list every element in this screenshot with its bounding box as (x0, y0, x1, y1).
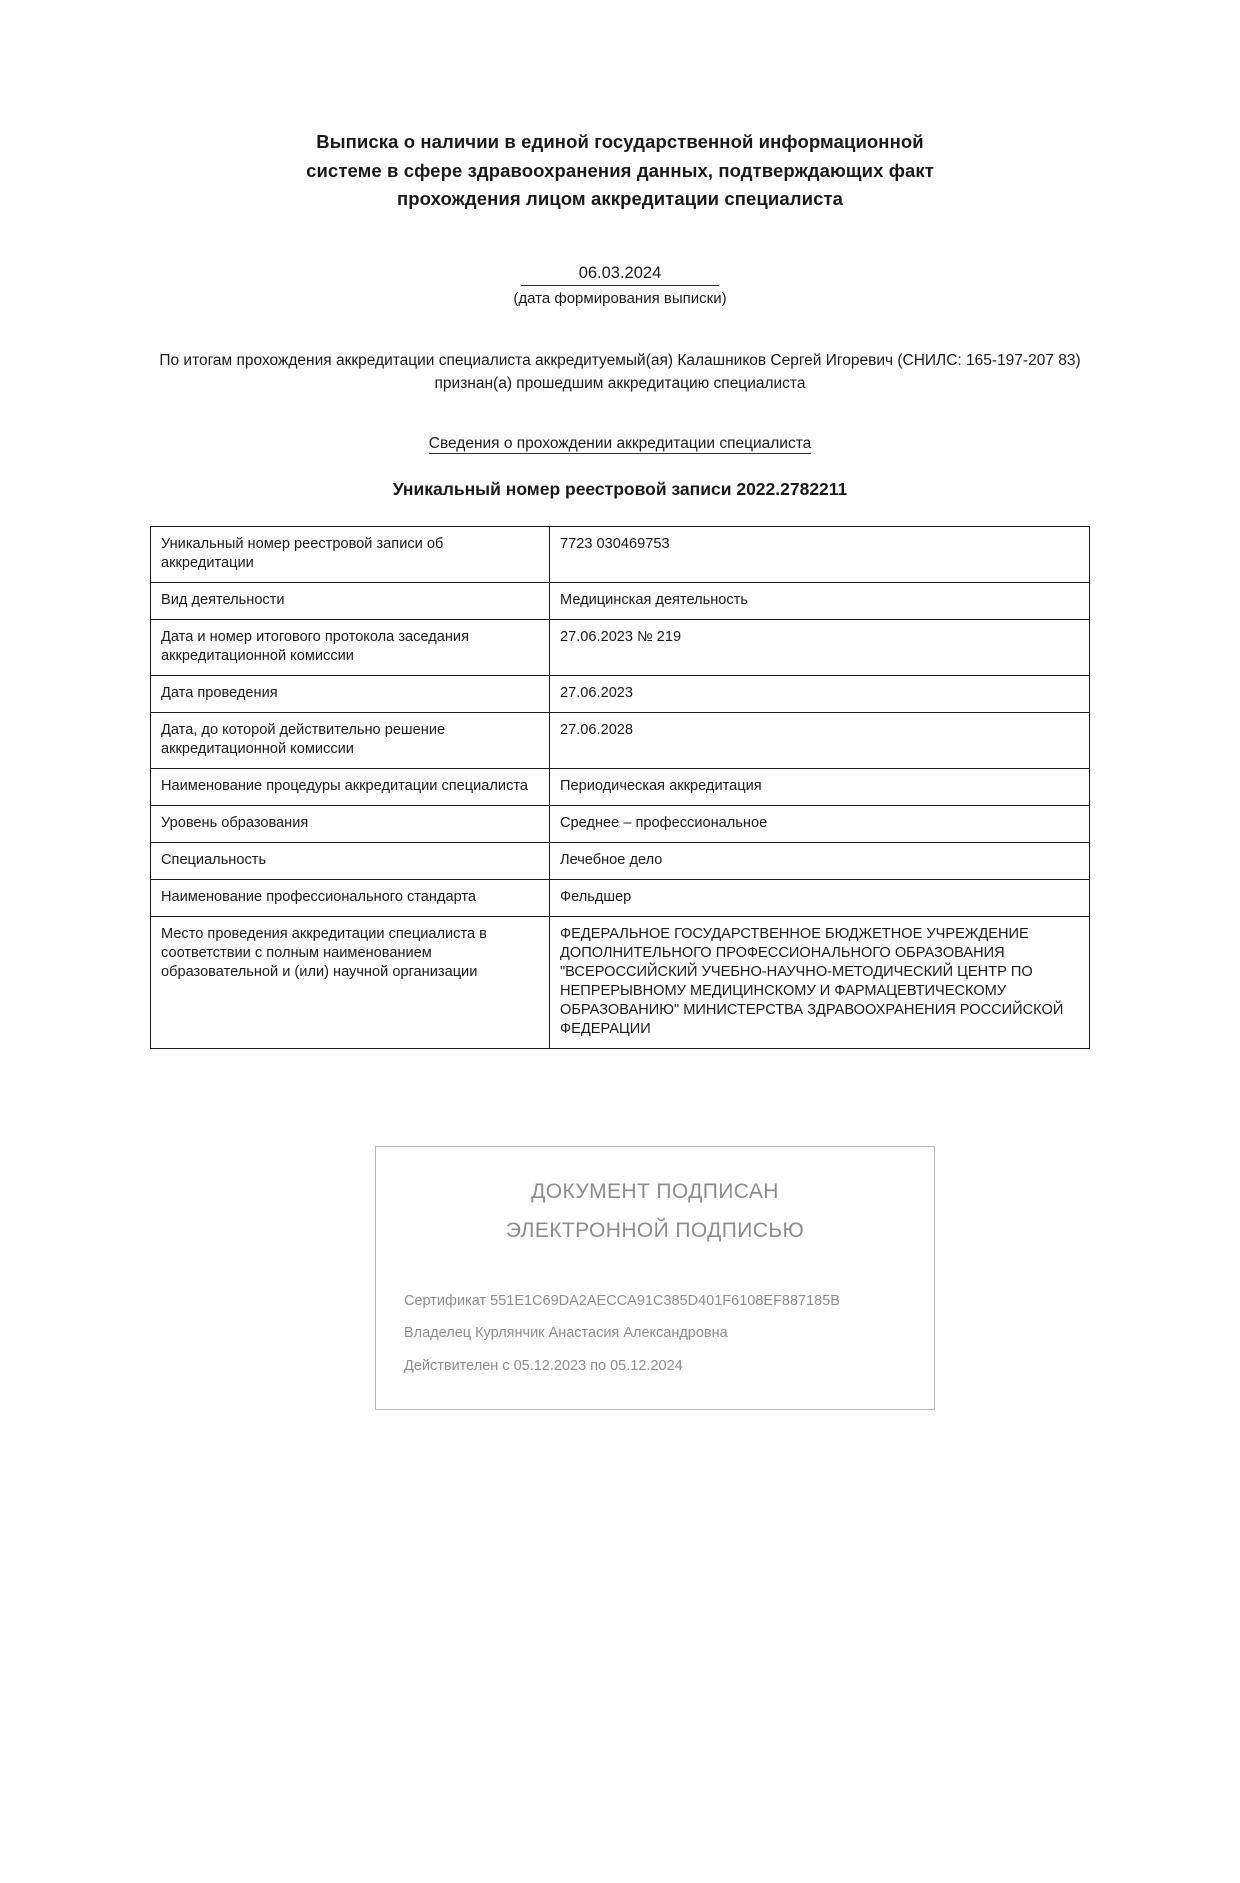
section-heading (150, 435, 1090, 453)
signature-details (404, 1285, 906, 1383)
accreditation-details-table (150, 526, 1090, 1048)
row-value: Лечебное дело (550, 842, 1090, 879)
signature-certificate: Сертификат 551E1C69DA2AECCA91C385D401F6108EF887185B (404, 1292, 840, 1309)
table-row (151, 879, 1090, 916)
row-label: Уровень образования (151, 805, 550, 842)
row-label: Специальность (151, 842, 550, 879)
row-value: 7723 030469753 (550, 527, 1090, 583)
signature-heading-line-1: ДОКУМЕНТ ПОДПИСАН (531, 1180, 779, 1203)
row-value: Медицинская деятельность (550, 583, 1090, 620)
registry-record-number: Уникальный номер реестровой записи 2022.2782211 (392, 479, 848, 500)
summary-line-2: признан(а) прошедшим аккредитацию специалиста (434, 374, 806, 392)
formation-date-block (150, 262, 1090, 308)
row-label: Наименование процедуры аккредитации специалиста (151, 768, 550, 805)
table-row (151, 842, 1090, 879)
row-label: Дата, до которой действительно решение аккредитационной комиссии (151, 713, 550, 769)
row-value: 27.06.2023 № 219 (550, 620, 1090, 676)
page-title (150, 128, 1090, 214)
signature-validity: Действителен с 05.12.2023 по 05.12.2024 (404, 1357, 683, 1374)
table-row (151, 916, 1090, 1048)
row-label: Вид деятельности (151, 583, 550, 620)
row-label: Место проведения аккредитации специалиста в соответствии с полным наименованием образовательной и (или) научной организации (151, 916, 550, 1048)
electronic-signature-stamp (375, 1146, 935, 1410)
row-label: Наименование профессионального стандарта (151, 879, 550, 916)
row-value: Среднее – профессиональное (550, 805, 1090, 842)
table-row (151, 805, 1090, 842)
summary-paragraph (150, 350, 1090, 395)
section-heading-text: Сведения о прохождении аккредитации специалиста (428, 435, 812, 453)
table-row (151, 583, 1090, 620)
page-title-line-1: Выписка о наличии в единой государственной информационной (316, 131, 924, 152)
signature-owner: Владелец Курлянчик Анастасия Александровна (404, 1325, 728, 1342)
row-value: ФЕДЕРАЛЬНОЕ ГОСУДАРСТВЕННОЕ БЮДЖЕТНОЕ УЧРЕЖДЕНИЕ ДОПОЛНИТЕЛЬНОГО ПРОФЕССИОНАЛЬНОГО ОБРАЗОВАНИЯ "ВСЕРОССИЙСКИЙ УЧЕБНО-НАУЧНО-МЕТОДИЧЕСКИЙ ЦЕНТР ПО НЕПРЕРЫВНОМУ МЕДИЦИНСКОМУ И ФАРМАЦЕВТИЧЕСКОМУ ОБРАЗОВАНИЮ" МИНИСТЕРСТВА ЗДРАВООХРАНЕНИЯ РОССИЙСКОЙ ФЕДЕРАЦИИ (550, 916, 1090, 1048)
signature-heading (404, 1173, 906, 1251)
table-row (151, 620, 1090, 676)
row-value: Периодическая аккредитация (550, 768, 1090, 805)
table-row (151, 527, 1090, 583)
table-row (151, 676, 1090, 713)
row-value: Фельдшер (550, 879, 1090, 916)
summary-line-1: По итогам прохождения аккредитации специалиста аккредитуемый(ая) Калашников Сергей Игоревич (СНИЛС: 165-197-207 83) (159, 352, 1081, 370)
row-label: Дата и номер итогового протокола заседания аккредитационной комиссии (151, 620, 550, 676)
page-title-line-3: прохождения лицом аккредитации специалиста (396, 188, 844, 210)
row-value: 27.06.2023 (550, 676, 1090, 713)
formation-date-caption: (дата формирования выписки) (513, 290, 727, 308)
table-row (151, 768, 1090, 805)
row-value: 27.06.2028 (550, 713, 1090, 769)
signature-heading-line-2: ЭЛЕКТРОННОЙ ПОДПИСЬЮ (505, 1218, 805, 1242)
row-label: Дата проведения (151, 676, 550, 713)
formation-date-value: 06.03.2024 (521, 262, 720, 286)
document-page (0, 128, 1240, 1883)
row-label: Уникальный номер реестровой записи об аккредитации (151, 527, 550, 583)
table-row (151, 713, 1090, 769)
page-title-line-2: системе в сфере здравоохранения данных, подтверждающих факт (306, 159, 934, 181)
